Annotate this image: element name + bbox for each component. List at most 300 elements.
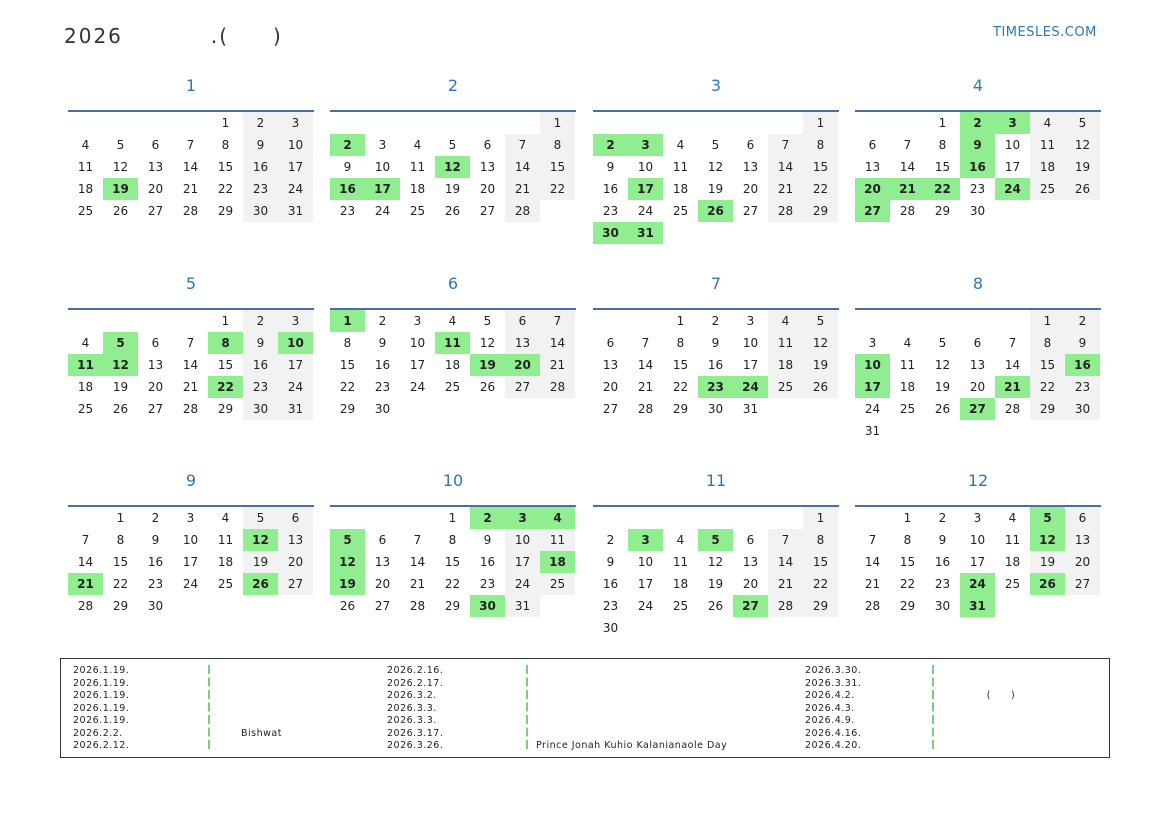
day-cell: 14	[768, 156, 803, 178]
legend-entry	[241, 740, 282, 753]
day-cell: 22	[208, 376, 243, 398]
day-cell: 4	[448, 314, 457, 328]
day-cell: 9	[151, 533, 160, 547]
day-cell: 26	[698, 200, 733, 222]
day-cell: 5	[483, 314, 492, 328]
day-cell: 31	[278, 200, 313, 222]
day-cell: 21	[409, 577, 426, 591]
day-cell: 29	[217, 204, 234, 218]
day-cell: 7	[540, 310, 575, 332]
day-cell: 8	[343, 336, 352, 350]
day-cell: 27	[1065, 573, 1100, 595]
day-cell: 13	[479, 160, 496, 174]
day-cell: 16	[330, 178, 365, 200]
empty-cell	[663, 112, 698, 134]
day-cell: 25	[899, 402, 916, 416]
empty-cell	[330, 112, 365, 134]
day-cell: 12	[243, 529, 278, 551]
day-cell: 16	[479, 555, 496, 569]
day-cell: 30	[470, 595, 505, 617]
day-cell: 28	[768, 200, 803, 222]
day-cell: 22	[899, 577, 916, 591]
day-cell: 22	[112, 577, 129, 591]
day-cell: 21	[637, 380, 654, 394]
day-cell: 1	[116, 511, 125, 525]
empty-cell	[890, 310, 925, 332]
day-cell: 9	[343, 160, 352, 174]
day-cell: 8	[540, 134, 575, 156]
day-cell: 9	[606, 160, 615, 174]
month-name: 7	[710, 274, 722, 293]
day-cell: 4	[81, 336, 90, 350]
day-cell: 6	[378, 533, 387, 547]
legend-entry: 2026.2.17.	[387, 677, 444, 689]
legend-col1-names	[241, 665, 282, 753]
legend-entry	[941, 728, 1061, 741]
day-cell: 15	[934, 160, 951, 174]
day-cell: 27	[147, 204, 164, 218]
day-cell: 7	[903, 138, 912, 152]
day-cell: 21	[768, 573, 803, 595]
day-cell: 9	[378, 336, 387, 350]
day-cell: 20	[855, 178, 890, 200]
day-cell: 4	[1008, 511, 1017, 525]
day-cell: 13	[1065, 529, 1100, 551]
empty-cell	[593, 310, 628, 332]
empty-cell	[628, 310, 663, 332]
day-cell: 30	[707, 402, 724, 416]
legend-entry: 2026.1.19.	[73, 702, 130, 714]
day-cell: 17	[278, 354, 313, 376]
day-cell: 6	[278, 507, 313, 529]
day-cell: 10	[855, 354, 890, 376]
day-cell: 26	[112, 204, 129, 218]
empty-cell	[68, 112, 103, 134]
day-cell: 18	[444, 358, 461, 372]
day-cell: 22	[217, 182, 234, 196]
empty-cell	[855, 310, 890, 332]
day-cell: 17	[409, 358, 426, 372]
day-grid	[68, 310, 314, 420]
day-cell: 23	[969, 182, 986, 196]
day-cell: 18	[77, 182, 94, 196]
day-cell: 6	[1065, 507, 1100, 529]
empty-cell	[330, 507, 365, 529]
legend-col2-dates	[387, 665, 443, 753]
day-cell: 2	[378, 314, 387, 328]
day-cell: 29	[444, 599, 461, 613]
day-cell: 8	[803, 134, 838, 156]
day-cell: 25	[768, 376, 803, 398]
legend-entry	[536, 678, 727, 691]
day-grid	[68, 507, 314, 617]
day-cell: 19	[330, 573, 365, 595]
day-cell: 17	[505, 551, 540, 573]
day-cell: 7	[186, 138, 195, 152]
day-cell: 25	[1004, 577, 1021, 591]
legend-entry	[241, 715, 282, 728]
day-cell: 3	[413, 314, 422, 328]
day-cell: 18	[899, 380, 916, 394]
day-cell: 5	[698, 529, 733, 551]
empty-cell	[663, 507, 698, 529]
day-cell: 8	[803, 529, 838, 551]
day-cell: 28	[637, 402, 654, 416]
day-cell: 19	[1065, 156, 1100, 178]
day-cell: 8	[116, 533, 125, 547]
month-name: 1	[185, 76, 197, 95]
day-cell: 31	[960, 595, 995, 617]
day-cell: 4	[676, 138, 685, 152]
day-cell: 4	[676, 533, 685, 547]
empty-cell	[470, 112, 505, 134]
day-cell: 21	[995, 376, 1030, 398]
day-cell: 8	[938, 138, 947, 152]
day-cell: 9	[606, 555, 615, 569]
day-cell: 7	[81, 533, 90, 547]
day-cell: 24	[278, 178, 313, 200]
day-cell: 5	[1030, 507, 1065, 529]
day-cell: 15	[112, 555, 129, 569]
empty-cell	[768, 507, 803, 529]
day-cell: 22	[803, 178, 838, 200]
legend-col3-dates	[805, 665, 861, 753]
day-cell: 27	[733, 595, 768, 617]
day-cell: 4	[81, 138, 90, 152]
day-cell: 1	[803, 507, 838, 529]
legend-entry	[536, 665, 727, 678]
day-cell: 26	[934, 402, 951, 416]
day-cell: 23	[374, 380, 391, 394]
day-cell: 17	[182, 555, 199, 569]
day-cell: 24	[960, 573, 995, 595]
day-cell: 28	[864, 599, 881, 613]
empty-cell	[173, 112, 208, 134]
day-cell: 13	[374, 555, 391, 569]
day-cell: 29	[1030, 398, 1065, 420]
day-cell: 4	[540, 507, 575, 529]
day-cell: 11	[1004, 533, 1021, 547]
day-cell: 13	[147, 358, 164, 372]
day-cell: 21	[864, 577, 881, 591]
day-cell: 12	[803, 332, 838, 354]
day-cell: 6	[606, 336, 615, 350]
day-cell: 18	[768, 354, 803, 376]
day-cell: 1	[330, 310, 365, 332]
day-cell: 21	[505, 178, 540, 200]
day-cell: 3	[746, 314, 755, 328]
day-cell: 3	[868, 336, 877, 350]
day-cell: 23	[698, 376, 733, 398]
day-cell: 10	[278, 134, 313, 156]
day-cell: 16	[243, 156, 278, 178]
legend-divider	[526, 665, 528, 751]
day-cell: 12	[1030, 529, 1065, 551]
day-cell: 31	[628, 222, 663, 244]
day-cell: 28	[77, 599, 94, 613]
empty-cell	[698, 112, 733, 134]
day-cell: 1	[1030, 310, 1065, 332]
day-cell: 2	[938, 511, 947, 525]
day-grid	[855, 310, 1101, 442]
day-cell: 23	[934, 577, 951, 591]
day-cell: 6	[868, 138, 877, 152]
day-cell: 18	[217, 555, 234, 569]
day-cell: 8	[208, 332, 243, 354]
day-cell: 10	[182, 533, 199, 547]
empty-cell	[593, 507, 628, 529]
legend-col3-names	[941, 665, 1061, 753]
day-cell: 7	[641, 336, 650, 350]
day-cell: 30	[593, 222, 628, 244]
day-cell: 19	[1030, 551, 1065, 573]
empty-cell	[768, 112, 803, 134]
day-cell: 18	[672, 182, 689, 196]
day-cell: 16	[934, 555, 951, 569]
day-cell: 19	[707, 182, 724, 196]
legend-entry: 2026.2.16.	[387, 665, 444, 676]
day-cell: 10	[637, 160, 654, 174]
day-cell: 2	[151, 511, 160, 525]
legend-entry	[536, 703, 727, 716]
day-cell: 17	[969, 555, 986, 569]
day-cell: 17	[742, 358, 759, 372]
day-cell: 28	[182, 204, 199, 218]
day-cell: 12	[1065, 134, 1100, 156]
day-cell: 5	[711, 138, 720, 152]
day-cell: 2	[606, 533, 615, 547]
day-cell: 31	[505, 595, 540, 617]
day-cell: 22	[444, 577, 461, 591]
legend-entry	[941, 665, 1061, 678]
legend-entry	[941, 703, 1061, 716]
day-cell: 12	[707, 160, 724, 174]
day-cell: 21	[182, 380, 199, 394]
empty-cell	[890, 112, 925, 134]
day-cell: 28	[409, 599, 426, 613]
day-cell: 12	[479, 336, 496, 350]
day-cell: 17	[628, 178, 663, 200]
day-cell: 10	[505, 529, 540, 551]
legend-col1-dates	[73, 665, 129, 753]
empty-cell	[855, 507, 890, 529]
legend-entry: 2026.2.12.	[73, 740, 130, 751]
day-cell: 2	[711, 314, 720, 328]
day-cell: 15	[672, 358, 689, 372]
day-cell: 23	[602, 599, 619, 613]
calendar-title: 2026 .( )	[64, 24, 283, 48]
day-cell: 29	[112, 599, 129, 613]
empty-cell	[960, 310, 995, 332]
day-cell: 2	[1065, 310, 1100, 332]
day-cell: 19	[112, 380, 129, 394]
day-cell: 6	[746, 533, 755, 547]
day-cell: 24	[864, 402, 881, 416]
day-cell: 6	[973, 336, 982, 350]
day-cell: 13	[505, 332, 540, 354]
day-cell: 24	[278, 376, 313, 398]
day-cell: 7	[768, 134, 803, 156]
day-cell: 13	[742, 160, 759, 174]
day-cell: 24	[637, 204, 654, 218]
day-cell: 14	[1004, 358, 1021, 372]
day-cell: 31	[742, 402, 759, 416]
day-cell: 19	[103, 178, 138, 200]
day-cell: 5	[243, 507, 278, 529]
day-cell: 15	[803, 156, 838, 178]
day-cell: 25	[77, 204, 94, 218]
legend-entry: 2026.4.2.	[805, 690, 855, 701]
day-cell: 1	[676, 314, 685, 328]
day-cell: 11	[68, 354, 103, 376]
legend-entry: 2026.4.20.	[805, 740, 862, 751]
day-cell: 30	[969, 204, 986, 218]
day-cell: 24	[995, 178, 1030, 200]
day-cell: 6	[151, 138, 160, 152]
day-cell: 21	[890, 178, 925, 200]
day-cell: 18	[540, 551, 575, 573]
month-name: 11	[705, 471, 727, 490]
day-cell: 25	[444, 380, 461, 394]
day-cell: 18	[77, 380, 94, 394]
site-brand-link[interactable]: TIMESLES.COM	[993, 25, 1097, 40]
legend-divider	[208, 665, 210, 751]
day-cell: 23	[243, 376, 278, 398]
day-cell: 13	[602, 358, 619, 372]
empty-cell	[855, 112, 890, 134]
day-cell: 11	[768, 332, 803, 354]
day-cell: 25	[672, 204, 689, 218]
day-cell: 3	[628, 134, 663, 156]
month-name: 12	[967, 471, 989, 490]
day-cell: 15	[1030, 354, 1065, 376]
day-cell: 11	[77, 160, 94, 174]
empty-cell	[505, 112, 540, 134]
day-cell: 19	[243, 551, 278, 573]
day-cell: 16	[147, 555, 164, 569]
day-cell: 11	[540, 529, 575, 551]
day-cell: 19	[803, 354, 838, 376]
day-cell: 2	[330, 134, 365, 156]
day-cell: 13	[278, 529, 313, 551]
legend-entry: 2026.3.2.	[387, 690, 437, 701]
day-cell: 30	[602, 621, 619, 635]
day-cell: 25	[77, 402, 94, 416]
day-cell: 31	[278, 398, 313, 420]
day-cell: 28	[899, 204, 916, 218]
day-cell: 6	[505, 310, 540, 332]
day-cell: 9	[1065, 332, 1100, 354]
day-cell: 21	[68, 573, 103, 595]
day-cell: 26	[112, 402, 129, 416]
day-cell: 15	[803, 551, 838, 573]
day-cell: 27	[505, 376, 540, 398]
day-cell: 13	[969, 358, 986, 372]
legend-entry: 2026.3.31.	[805, 677, 862, 689]
day-cell: 3	[186, 511, 195, 525]
day-cell: 4	[903, 336, 912, 350]
day-cell: 17	[1004, 160, 1021, 174]
day-cell: 14	[864, 555, 881, 569]
day-cell: 7	[505, 134, 540, 156]
day-cell: 10	[969, 533, 986, 547]
day-cell: 20	[969, 380, 986, 394]
day-cell: 20	[742, 182, 759, 196]
legend-entry	[241, 703, 282, 716]
day-cell: 24	[409, 380, 426, 394]
legend-col2-names	[536, 665, 727, 753]
day-cell: 11	[899, 358, 916, 372]
day-cell: 27	[602, 402, 619, 416]
day-cell: 12	[934, 358, 951, 372]
day-grid	[855, 507, 1101, 617]
day-cell: 4	[221, 511, 230, 525]
day-cell: 23	[1065, 376, 1100, 398]
legend-entry: ( )	[986, 690, 1016, 701]
day-cell: 6	[746, 138, 755, 152]
legend-entry: 2026.3.3.	[387, 715, 437, 726]
empty-cell	[995, 310, 1030, 332]
legend-entry	[941, 740, 1061, 753]
empty-cell	[365, 112, 400, 134]
day-cell: 1	[540, 112, 575, 134]
day-cell: 12	[112, 160, 129, 174]
day-cell: 7	[186, 336, 195, 350]
day-cell: 16	[602, 577, 619, 591]
day-cell: 18	[409, 182, 426, 196]
empty-cell	[138, 112, 173, 134]
day-cell: 3	[378, 138, 387, 152]
day-cell: 21	[768, 178, 803, 200]
day-cell: 19	[444, 182, 461, 196]
empty-cell	[103, 310, 138, 332]
empty-cell	[628, 112, 663, 134]
day-cell: 26	[803, 376, 838, 398]
legend-entry	[536, 728, 727, 741]
day-cell: 11	[672, 160, 689, 174]
day-cell: 5	[448, 138, 457, 152]
day-cell: 3	[995, 112, 1030, 134]
day-grid	[68, 112, 314, 222]
empty-cell	[68, 507, 103, 529]
day-grid	[855, 112, 1101, 222]
day-cell: 1	[938, 116, 947, 130]
day-cell: 15	[339, 358, 356, 372]
day-cell: 7	[768, 529, 803, 551]
empty-cell	[628, 507, 663, 529]
day-cell: 10	[637, 555, 654, 569]
day-cell: 3	[278, 112, 313, 134]
day-cell: 26	[243, 573, 278, 595]
day-cell: 24	[374, 204, 391, 218]
day-cell: 30	[147, 599, 164, 613]
day-cell: 30	[934, 599, 951, 613]
day-cell: 25	[217, 577, 234, 591]
day-cell: 19	[707, 577, 724, 591]
day-cell: 25	[672, 599, 689, 613]
day-cell: 8	[903, 533, 912, 547]
day-cell: 1	[221, 116, 230, 130]
day-cell: 16	[1065, 354, 1100, 376]
legend-entry	[536, 690, 727, 703]
day-cell: 5	[803, 310, 838, 332]
day-grid	[593, 310, 839, 420]
day-cell: 27	[278, 573, 313, 595]
empty-cell	[698, 507, 733, 529]
day-cell: 20	[278, 551, 313, 573]
day-cell: 22	[1030, 376, 1065, 398]
day-cell: 31	[864, 424, 881, 438]
